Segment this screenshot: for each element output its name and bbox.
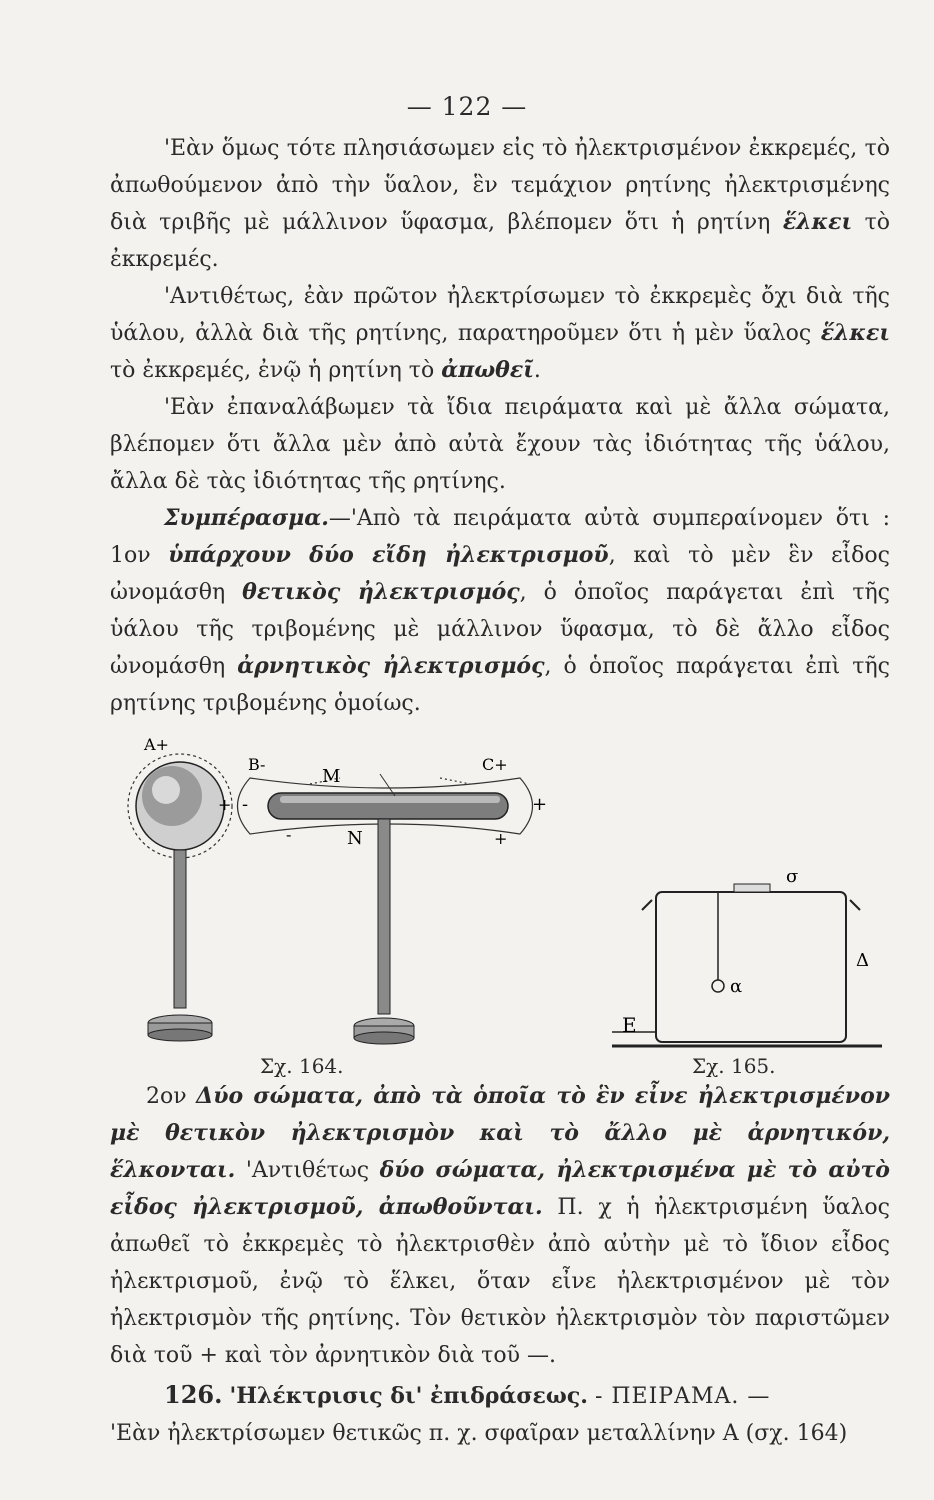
section-number: 126. — [164, 1380, 223, 1409]
section-tag: - ΠΕΙΡΑΜΑ. — — [594, 1384, 771, 1409]
text-block-upper — [110, 130, 890, 722]
paragraph-2: 'Αντιθέτως, ἐὰν πρῶτον ἠλεκτρίσωμεν τὸ ἐκκρεμὲς ὄχι διὰ τῆς ὑάλου, ἀλλὰ διὰ τῆς ρητίνης, παρατηροῦμεν ὅτι ἡ μὲν ὕαλος ἕλκει τὸ ἐκκρεμές, ἐνῷ ἡ ρητίνη τὸ ἀπωθεῖ. — [110, 284, 890, 383]
paragraph-4: Συμπέρασμα.—'Απὸ τὰ πειράματα αὐτὰ συμπεραίνομεν ὅτι : 1ον ὑπάρχουν δύο εἴδη ἠλεκτρισμοῦ, καὶ τὸ μὲν ἓν εἶδος ὠνομάσθη θετικὸς ἠλεκτρισμός, ὁ ὁποῖος παράγεται ἐπὶ τῆς ὑάλου τῆς τριβομένης μὲ μάλλινον ὕφασμα, τὸ δὲ ἄλλο εἶδος ὠνομάσθη ἀρνητικὸς ἠλεκτρισμός, ὁ ὁποῖος παράγεται ἐπὶ τῆς ρητίνης τριβομένης ὁμοίως. — [110, 505, 890, 716]
label-alpha: α — [730, 976, 743, 997]
caption-165: Σχ. 165. — [692, 1054, 776, 1078]
paragraph-3: 'Εὰν ἐπαναλάβωμεν τὰ ἴδια πειράματα καὶ μὲ ἄλλα σώματα, βλέπομεν ὅτι ἄλλα μὲν ἀπὸ αὐτὰ ἔχουν τὰς ἰδιότητας τῆς ὑάλου, ἄλλα δὲ τὰς ἰδιότητας τῆς ρητίνης. — [110, 395, 890, 494]
emphasis: ὑπάρχουν δύο εἴδη ἠλεκτρισμοῦ — [168, 542, 609, 568]
label-plus-right: + — [532, 794, 548, 815]
label-plus-left: + — [218, 795, 232, 814]
label-N: N — [347, 828, 363, 849]
figure-164 — [110, 738, 570, 1058]
emphasis: ἀρνητικὸς ἠλεκτρισμός — [237, 653, 545, 679]
label-E: E — [622, 1013, 637, 1037]
label-minus-left: - — [242, 794, 249, 815]
label-delta: Δ — [856, 950, 869, 971]
label-B: B- — [248, 755, 266, 774]
label-C: C+ — [482, 755, 508, 774]
label-minus-bottom: - — [286, 825, 292, 844]
label-plus-bottom: + — [494, 829, 508, 848]
figure-165 — [612, 870, 882, 1050]
paragraph-5: 2ον Δύο σώματα, ἀπὸ τὰ ὁποῖα τὸ ἓν εἶνε ἠλεκτρισμένον μὲ θετικὸν ἠλεκτρισμὸν καὶ τὸ ἄλλο μὲ ἀρνητικόν, ἕλκονται. 'Αντιθέτως δύο σώματα, ἠλεκτρισμένα μὲ τὸ αὐτὸ εἶδος ἠλεκτρισμοῦ, ἀπωθοῦνται. Π. χ ἡ ἠλεκτρισμένη ὕαλος ἀπωθεῖ τὸ ἐκκρεμὲς τὸ ἠλεκτρισθὲν ἀπὸ αὐτὴν μὲ τὸ ἴδιον εἶδος ἠλεκτρισμοῦ, ἐνῷ τὸ ἕλκει, ὅταν εἶνε ἠλεκτρισμένον μὲ τὸν ἠλεκτρισμὸν τῆς ρητίνης. Τὸν θετικὸν ἠλεκτρισμὸν τὸν παριστῶμεν διὰ τοῦ + καὶ τὸν ἀρνητικὸν διὰ τοῦ —. — [110, 1083, 891, 1368]
conclusion-label: Συμπέρασμα. — [164, 505, 329, 531]
label-sigma: σ — [786, 870, 799, 887]
emphasis: θετικὸς ἠλεκτρισμός — [242, 579, 520, 605]
section-heading — [110, 1376, 890, 1415]
emphasis: ἕλκει — [820, 320, 890, 346]
label-M: M — [322, 766, 341, 787]
section-title: 'Ηλέκτρισις δι' ἐπιδράσεως. — [229, 1383, 588, 1409]
section-text: 'Εὰν ἠλεκτρίσωμεν θετικῶς π. χ. σφαῖραν μεταλλίνην Α (σχ. 164) — [110, 1421, 848, 1446]
page-number: — 122 — — [406, 92, 528, 121]
emphasis: ἀπωθεῖ — [441, 357, 534, 383]
label-A: A+ — [144, 738, 169, 754]
emphasis: Δύο σώματα, ἀπὸ τὰ ὁποῖα τὸ ἓν εἶνε ἠλεκτρισμένον μὲ θετικὸν ἠλεκτρισμὸν καὶ τὸ ἄλλο μὲ ἀρνητικόν, ἕλκονται. — [110, 1083, 891, 1183]
caption-164: Σχ. 164. — [260, 1054, 344, 1078]
paragraph-1: 'Εὰν ὅμως τότε πλησιάσωμεν εἰς τὸ ἠλεκτρισμένον ἐκκρεμές, τὸ ἀπωθούμενον ἀπὸ τὴν ὕαλον, ἓν τεμάχιον ρητίνης ἠλεκτρισμένης διὰ τριβῆς μὲ μάλλινον ὕφασμα, βλέπομεν ὅτι ἡ ρητίνη ἕλκει τὸ ἐκκρεμές. — [110, 136, 890, 272]
text-block-lower — [110, 1078, 890, 1452]
emphasis: δύο σώματα, ἠλεκτρισμένα μὲ τὸ αὐτὸ εἶδος ἠλεκτρισμοῦ, ἀπωθοῦνται. — [110, 1157, 890, 1220]
emphasis: ἕλκει — [782, 209, 853, 235]
